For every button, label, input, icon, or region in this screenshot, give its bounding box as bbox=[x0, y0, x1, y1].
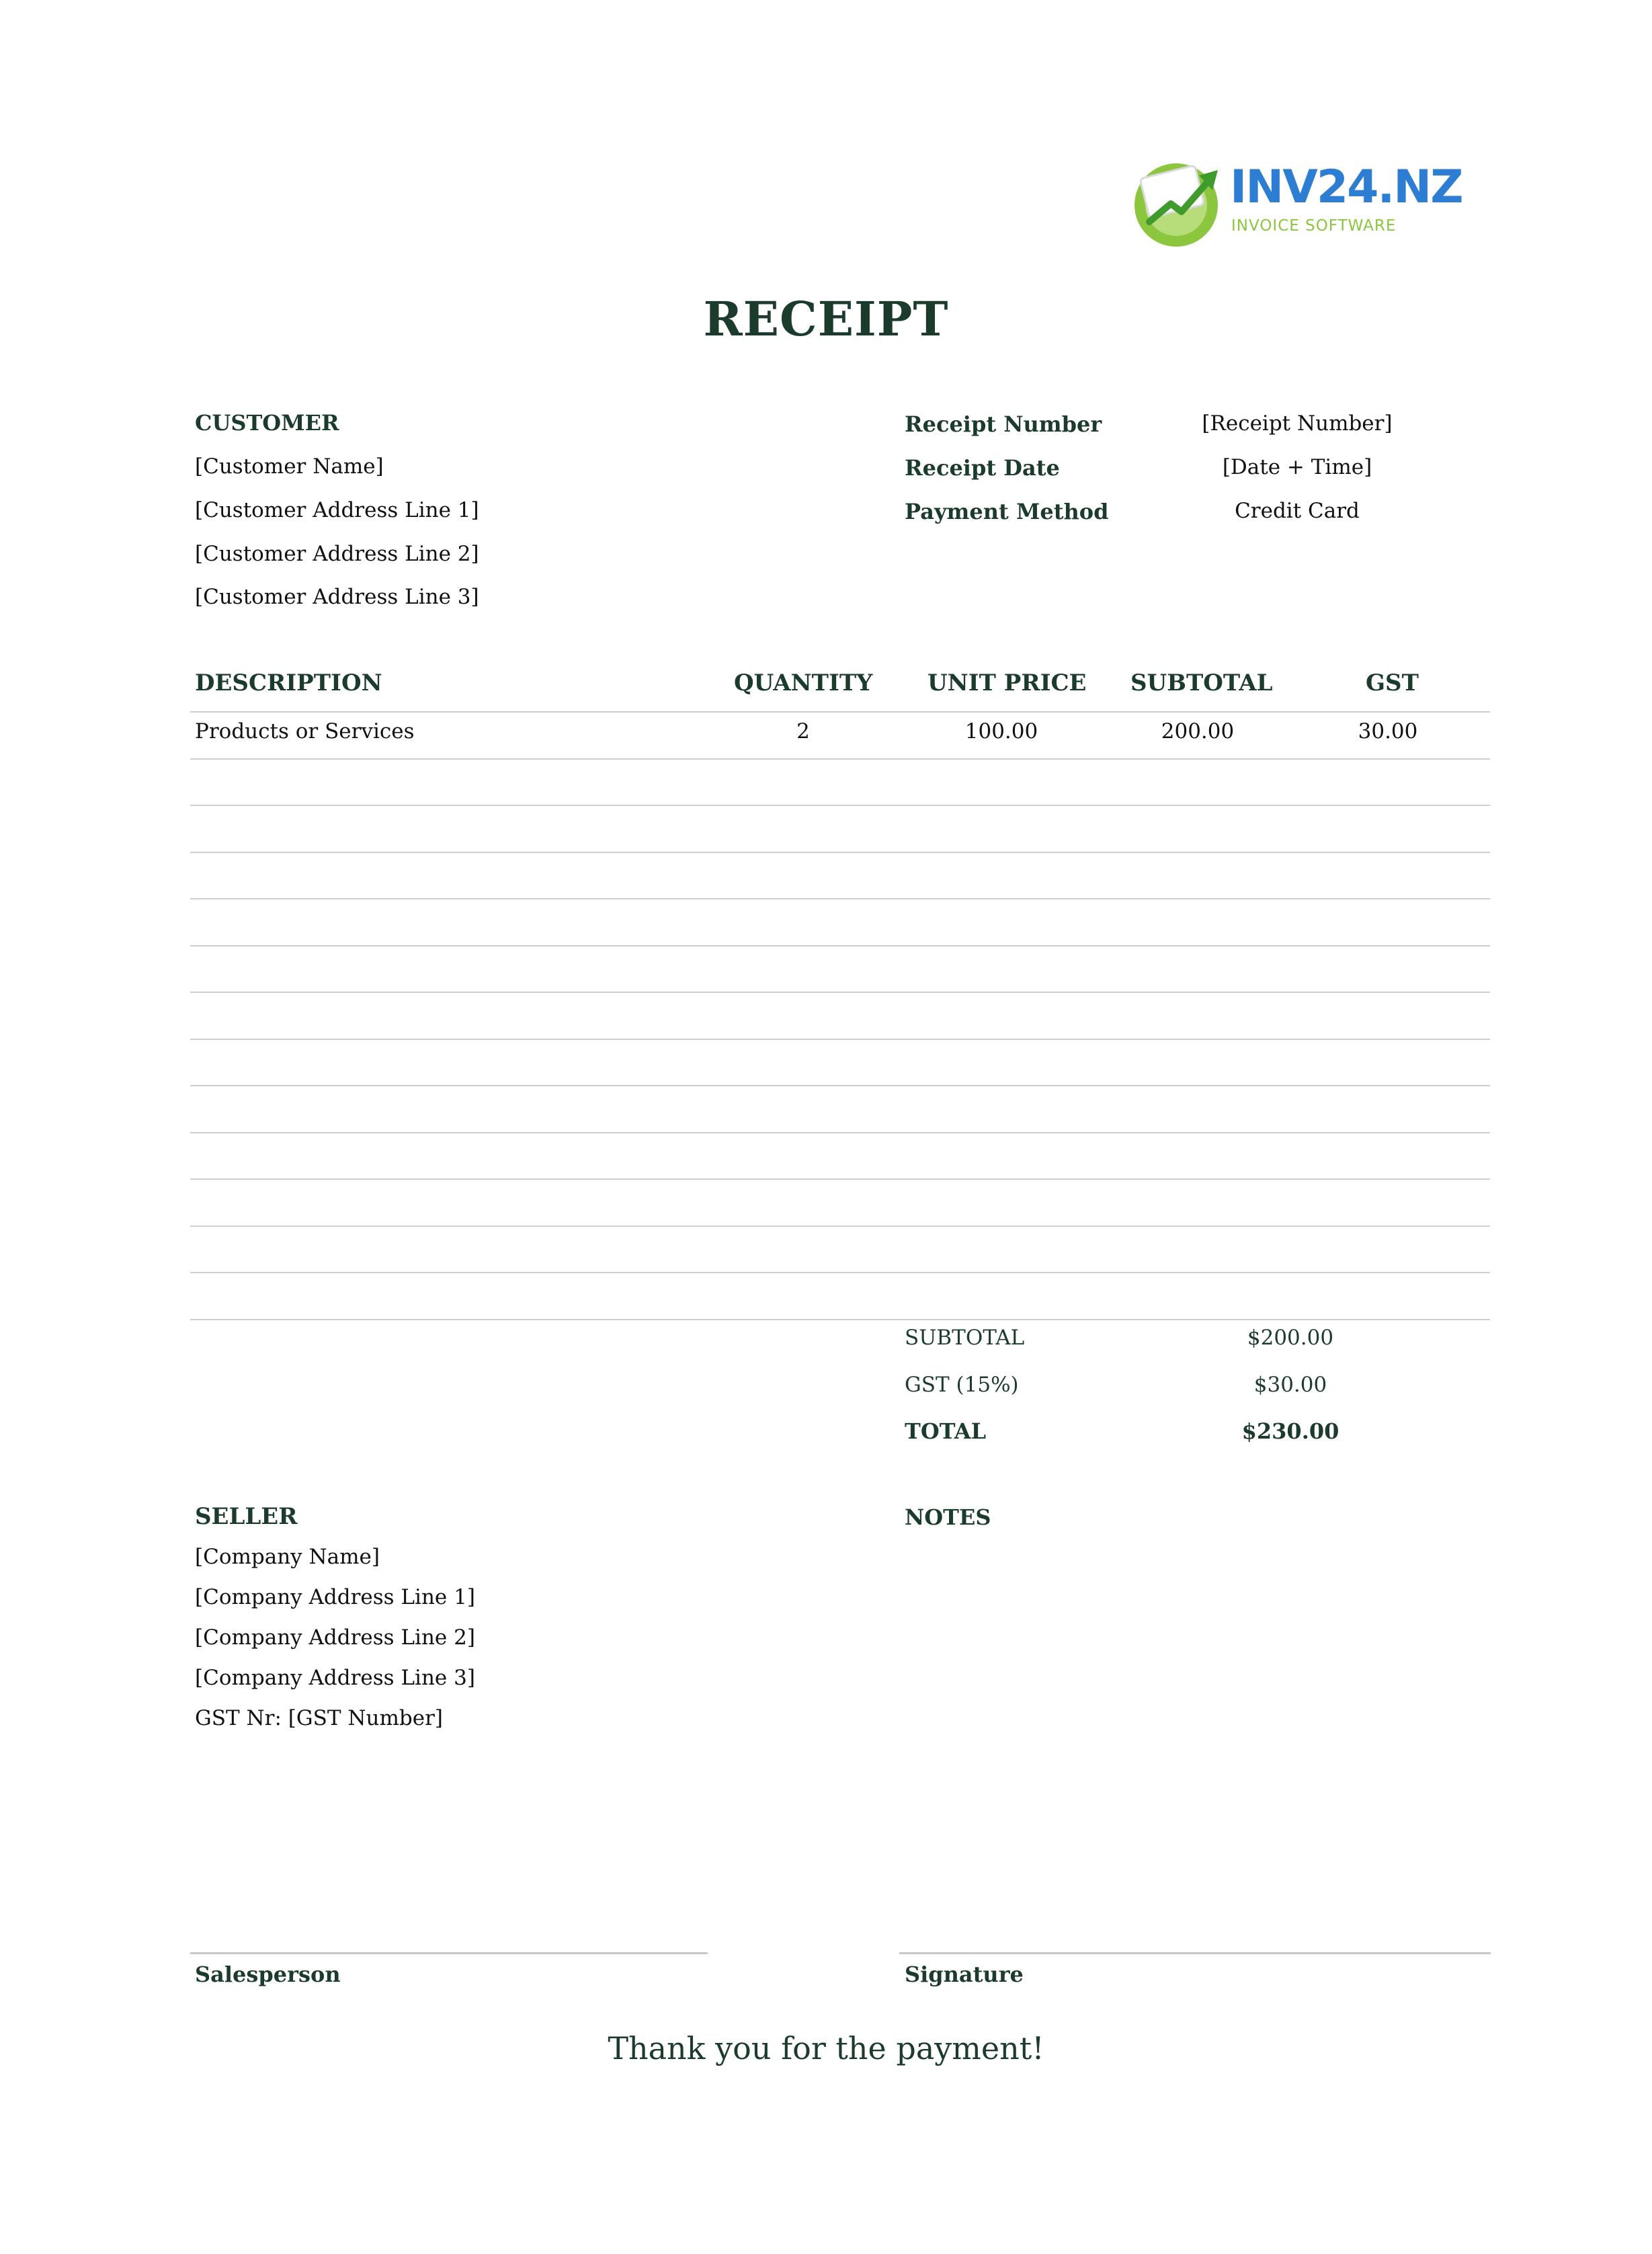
table-row-rule bbox=[190, 805, 1490, 806]
column-header-gst: GST bbox=[1366, 670, 1419, 696]
totals-total-value: $230.00 bbox=[1241, 1418, 1339, 1444]
seller-company-name: [Company Name] bbox=[195, 1545, 380, 1569]
column-header-unit-price: UNIT PRICE bbox=[927, 670, 1087, 696]
table-row-rule bbox=[190, 1085, 1490, 1086]
logo-name: INV24.NZ bbox=[1230, 161, 1462, 214]
totals-gst-label: GST (15%) bbox=[905, 1373, 1019, 1397]
receipt-date-value: [Date + Time] bbox=[1222, 455, 1372, 479]
salesperson-label: Salesperson bbox=[195, 1962, 341, 1987]
customer-address-line-3: [Customer Address Line 3] bbox=[195, 585, 479, 609]
customer-heading: CUSTOMER bbox=[195, 410, 339, 436]
seller-address-line-3: [Company Address Line 3] bbox=[195, 1666, 475, 1690]
totals-gst-value: $30.00 bbox=[1253, 1373, 1327, 1397]
table-row-rule bbox=[190, 945, 1490, 947]
receipt-number-value: [Receipt Number] bbox=[1202, 411, 1393, 436]
column-header-subtotal: SUBTOTAL bbox=[1130, 670, 1273, 696]
table-row-rule bbox=[190, 898, 1490, 899]
company-logo bbox=[1129, 151, 1462, 252]
logo-subtitle: INVOICE SOFTWARE bbox=[1231, 217, 1397, 235]
customer-address-line-1: [Customer Address Line 1] bbox=[195, 498, 479, 522]
seller-heading: SELLER bbox=[195, 1503, 298, 1530]
row-quantity: 2 bbox=[796, 719, 810, 743]
table-row-rule bbox=[190, 1225, 1490, 1227]
thank-you-message: Thank you for the payment! bbox=[608, 2030, 1044, 2066]
column-header-description: DESCRIPTION bbox=[195, 670, 382, 696]
row-description: Products or Services bbox=[195, 719, 415, 743]
row-subtotal: 200.00 bbox=[1161, 719, 1235, 743]
totals-total-label: TOTAL bbox=[905, 1418, 987, 1444]
customer-name: [Customer Name] bbox=[195, 454, 384, 479]
table-header-rule bbox=[190, 711, 1490, 713]
column-header-quantity: QUANTITY bbox=[734, 670, 873, 696]
document-title: RECEIPT bbox=[703, 291, 949, 347]
salesperson-line bbox=[190, 1952, 708, 1954]
table-row-rule bbox=[190, 758, 1490, 760]
row-gst: 30.00 bbox=[1358, 719, 1418, 743]
table-row-rule bbox=[190, 1132, 1490, 1133]
totals-subtotal-label: SUBTOTAL bbox=[905, 1326, 1025, 1350]
receipt-date-label: Receipt Date bbox=[905, 455, 1060, 481]
notes-heading: NOTES bbox=[905, 1504, 991, 1530]
customer-address-line-2: [Customer Address Line 2] bbox=[195, 542, 479, 566]
table-row-rule bbox=[190, 852, 1490, 853]
table-bottom-rule bbox=[190, 1319, 1490, 1320]
signature-line bbox=[899, 1952, 1491, 1954]
signature-label: Signature bbox=[905, 1962, 1024, 1987]
totals-subtotal-value: $200.00 bbox=[1247, 1326, 1334, 1350]
logo-chart-icon bbox=[1129, 151, 1230, 252]
payment-method-label: Payment Method bbox=[905, 499, 1109, 524]
table-row-rule bbox=[190, 1272, 1490, 1273]
table-row-rule bbox=[190, 992, 1490, 993]
table-row-rule bbox=[190, 1039, 1490, 1040]
table-row-rule bbox=[190, 1178, 1490, 1180]
row-unit-price: 100.00 bbox=[964, 719, 1038, 743]
seller-address-line-2: [Company Address Line 2] bbox=[195, 1625, 475, 1650]
receipt-number-label: Receipt Number bbox=[905, 411, 1102, 437]
seller-address-line-1: [Company Address Line 1] bbox=[195, 1585, 475, 1609]
payment-method-value: Credit Card bbox=[1235, 499, 1360, 523]
seller-gst-number: GST Nr: [GST Number] bbox=[195, 1706, 443, 1730]
